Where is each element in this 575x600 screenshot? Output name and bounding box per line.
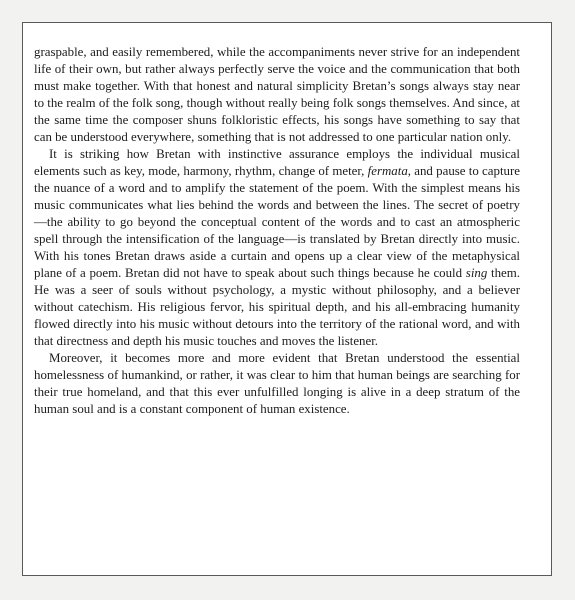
paragraph-3-text: Moreover, it becomes more and more evident that Bretan understood the essential homelessness of humankind, or rather, it was clear to him that human beings are searching for their true homeland, and that this ever unfulfilled longing is alive in a deep stratum of the human soul and is a constant component of human existence. [34, 351, 520, 416]
term-sing: sing [465, 266, 488, 280]
paragraph-2-text-part-1: It is striking how Bretan with instinctive assurance employs the individual musical elements such as key, mode, harmony, rhythm, change of meter, [34, 147, 520, 178]
term-fermata: fermata [367, 164, 408, 178]
paragraph-2 [34, 146, 520, 350]
paragraph-1 [34, 44, 520, 146]
paragraph-3 [34, 350, 520, 418]
paragraph-2-text-part-2: , and pause to capture the nuance of a word and to amplify the statement of the poem. With the simplest means his music communicates what lies behind the words and between the lines. The secret of poetry—the ability to go beyond the conceptual content of the words and to cast an atmospheric spell through the intensification of the language—is translated by Bretan directly into music. With his tones Bretan draws aside a curtain and opens up a clear view of the metaphysical plane of a poem. Bretan did not have to speak about such things because he could [34, 164, 520, 280]
document-body [34, 44, 520, 418]
paragraph-2-text-part-3: them. He was a seer of souls without psychology, a mystic without philosophy, and a believer without catechism. His religious fervor, his spiritual depth, and his all-embracing humanity flowed directly into his music without detours into the territory of the rational word, and with that directness and depth his music touches and moves the listener. [34, 266, 520, 348]
paragraph-1-text: graspable, and easily remembered, while the accompaniments never strive for an independent life of their own, but rather always perfectly serve the voice and the communication that both must make together. With that honest and natural simplicity Bretan’s songs always stay near to the realm of the folk song, though without really being folk songs themselves. And since, at the same time the composer shuns folkloristic effects, his songs have something to say that can be understood everywhere, something that is not addressed to one particular nation only. [34, 45, 520, 144]
